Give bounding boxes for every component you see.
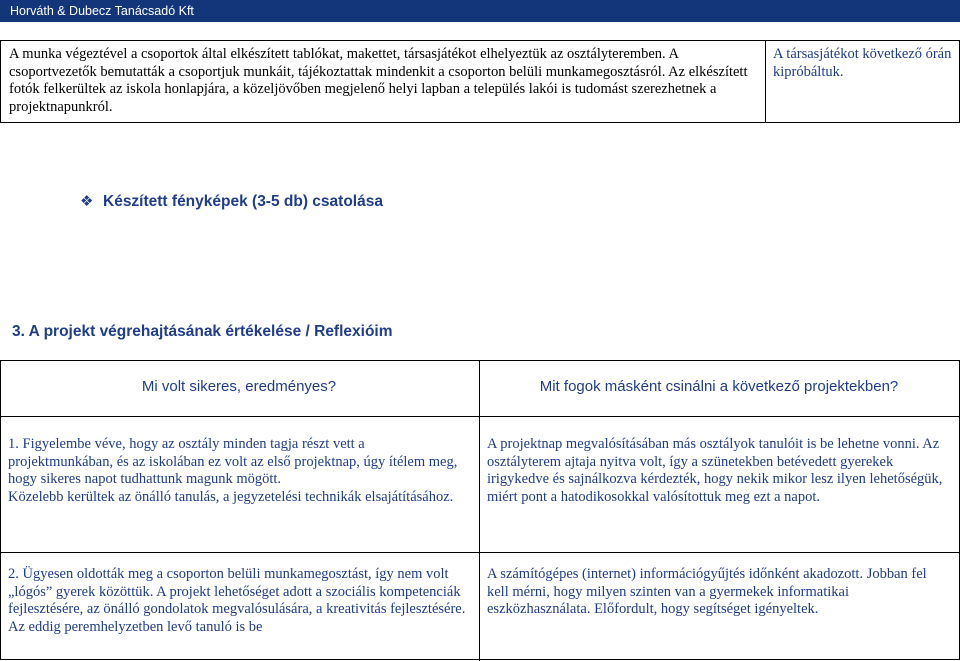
reflection-table-divider — [479, 361, 480, 661]
company-name: Horváth & Dubecz Tanácsadó Kft — [10, 4, 194, 18]
company-header — [0, 0, 960, 22]
top-table-right-cell — [773, 46, 953, 81]
diamond-bullet-icon: ❖ — [80, 192, 94, 210]
top-right-text: A társasjátékot következő órán kipróbáltuk. — [773, 46, 952, 80]
row2-left-paragraph-1: 2. Ügyesen oldották meg a csoporton belüli munkamegosztást, így nem volt „lógós” gyerek közöttük. A projekt lehetőséget adott a szociális kompetenciák fejlesztésére, az önálló gondolatok megvalósulására, a kreativitás fejlesztésére. Az eddig peremhelyzetben levő tanuló is be — [8, 566, 466, 635]
col-header-improvement: Mit fogok másként csinálni a következő projektekben? — [539, 378, 899, 395]
top-left-text: A munka végeztével a csoportok által elkészített tablókat, makettet, társasjátékot elhelyeztük az osztályteremben. A csoportvezetők bemutatták a csoportjuk munkáit, tájékoztattak mindenkit a csoporton belüli munkamegosztásról. Az elkészített fotók felkerültek az iskola honlapjára, a közeljövőben megjelenő helyi lapban a település lakói is tudomást szerezhetnek a projektnapunkról. — [9, 46, 748, 115]
top-table — [0, 40, 960, 123]
row1-left-cell — [8, 436, 472, 506]
top-table-divider — [765, 41, 766, 122]
top-table-left-cell — [9, 46, 759, 116]
reflection-header-line — [1, 416, 959, 417]
row1-left-paragraph-2: Közelebb kerültek az önálló tanulás, a jegyzetelési technikák elsajátításához. — [8, 488, 454, 505]
col-header-success: Mi volt sikeres, eredményes? — [141, 378, 337, 395]
reflection-row-line — [1, 552, 959, 553]
row1-right-cell — [487, 436, 952, 506]
row1-right-paragraph-1: A projektnap megvalósításában más osztályok tanulóit is be lehetne vonni. Az osztályterem ajtaja nyitva volt, így a szünetekben betévedett gyerekek irigykedve és sajnálkozva kérdezték, hogy nekik mikor lesz ilyen lehetőségük, miért pont a hatodikosokkal valósítottuk meg ezt a napot. — [487, 436, 943, 505]
row1-left-paragraph-1: 1. Figyelembe véve, hogy az osztály minden tagja részt vett a projektmunkában, és az iskolában ez volt az első projektnap, úgy ítélem meg, hogy sikeres napot tudhattunk magunk mögött. — [8, 436, 458, 487]
section-title: 3. A projekt végrehajtásának értékelése / Reflexióim — [12, 323, 393, 340]
row2-left-cell — [8, 566, 472, 636]
row2-right-cell — [487, 566, 952, 619]
row2-right-paragraph-1: A számítógépes (internet) információgyűjtés időnként akadozott. Jobban fel kell mérni, hogy milyen szinten van a gyermekek informatikai eszközhasználata. Előfordult, hogy segítséget igényeltek. — [487, 566, 927, 617]
photos-bullet-label: Készített fényképek (3-5 db) csatolása — [103, 193, 383, 210]
